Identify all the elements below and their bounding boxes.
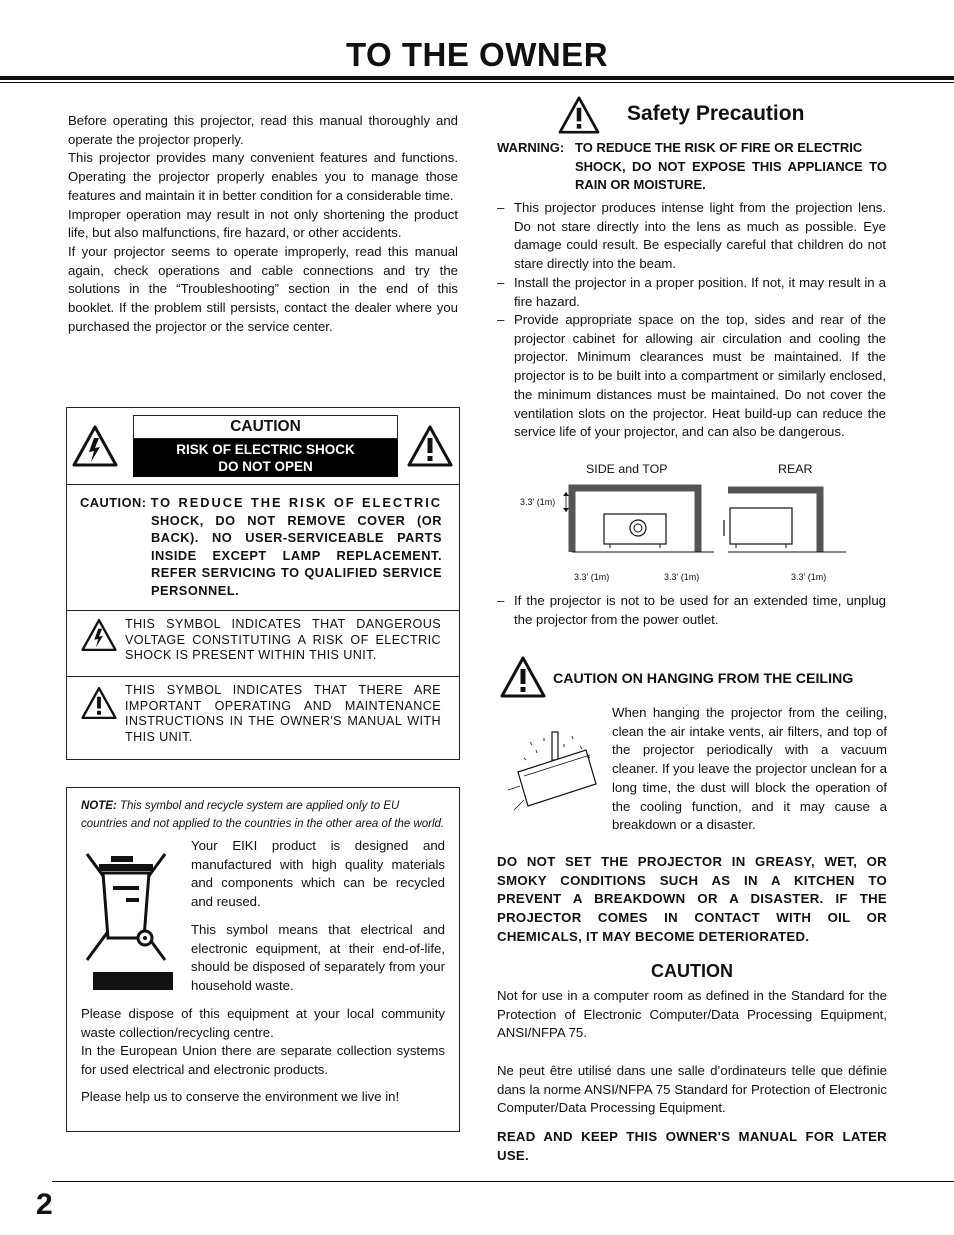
crossed-out-bin-icon [81,846,177,996]
title-rule [0,76,954,80]
ceiling-projector-illustration [500,728,610,820]
ceiling-heading: CAUTION ON HANGING FROM THE CEILING [553,671,854,687]
footer-rule [52,1181,954,1182]
warning-line: TO REDUCE THE RISK OF FIRE OR ELECTRIC [575,140,863,155]
eu-paragraph: In the European Union there are separate collection systems for used electrical and electronic products. [81,1043,445,1078]
risk-line: RISK OF ELECTRIC SHOCK [176,442,355,457]
caution-line: TO REDUCE THE RISK OF ELECTRIC [150,495,442,510]
warning-prefix: WARNING: [497,140,565,155]
clearance-diagram [518,484,850,556]
caution-heading: CAUTION [651,961,733,981]
exclamation-warning-icon [81,686,117,720]
warning-line: SHOCK, DO NOT EXPOSE THIS APPLIANCE TO RAIN OR MOISTURE. [575,158,887,193]
safety-item: This projector produces intense light from the projection lens. Do not stare directly into the lens as much as possible. Eye damage could result. Be especially careful that children do not stare directly into the beam. [514,200,886,272]
divider [67,484,459,485]
symbol-explanation: THIS SYMBOL INDICATES THAT DANGEROUS VOLTAGE CONSTITUTING A RISK OF ELECTRIC SHOCK IS PRESENT WITHIN THIS UNIT. [125,617,441,662]
exclamation-warning-icon [407,425,453,467]
caution-box [66,407,460,760]
dash-bullet: – [497,200,505,215]
greasy-warning: DO NOT SET THE PROJECTOR IN GREASY, WET, OR SMOKY CONDITIONS SUCH AS IN A KITCHEN TO PREVENT A BREAKDOWN OR A DISASTER. IF THE PROJECTOR COMES IN CONTACT WITH OIL OR CHEMICALS, IT MAY BECOME DETERIORATED. [497,854,887,944]
note [81,797,447,833]
divider [67,610,459,611]
caution-line: SHOCK, DO NOT REMOVE COVER (OR BACK). NO USER-SERVICEABLE PARTS INSIDE EXCEPT LAMP REPLACEMENT. REFER SERVICING TO QUALIFIED SERVICE PERSONNEL. [151,512,442,598]
diagram-label: REAR [778,462,813,476]
read-keep-notice: READ AND KEEP THIS OWNER'S MANUAL FOR LATER USE. [497,1129,887,1163]
safety-item: Provide appropriate space on the top, sides and rear of the projector cabinet for allowing air circulation and cooling the projector. Minimum clearances must be maintained. If the projector is to be built into a compartment or similarly enclosed, the minimum distances must be maintained. Do not cover the ventilation slots on the projector. Heat build-up can reduce the service life of your projector, and can also be dangerous. [514,312,886,440]
intro-paragraph: If your projector seems to operate improperly, read this manual again, check operations and cable connections and try the solutions in the “Troubleshooting” section in the end of this booklet. If the problem still persists, contact the dealer where you purchased the projector or the service center. [68,243,458,334]
caution-french: Ne peut être utilisé dans une salle d’ordinateurs telle que définie dans la norme ANSI/NFPA 75 Standard for Protection of Electronic Computer/Data Processing Equipment. [497,1063,887,1116]
eu-paragraph: Your EIKI product is designed and manufactured with high quality materials and components which can be recycled and reused. [191,838,445,910]
caution-prefix: CAUTION: [80,495,147,510]
safety-heading: Safety Precaution [627,102,805,125]
note-label: NOTE: [81,800,117,812]
title-rule-thin [0,82,954,83]
dash-bullet: – [497,275,505,290]
intro-text [68,112,458,336]
lightning-warning-icon [81,618,117,652]
page-title: TO THE OWNER [345,36,609,73]
intro-paragraph: Improper operation may result in not only shortening the product life, but also malfunctions, fire hazard, or other accidents. [68,206,458,241]
dimension-label: 3.3' (1m) [520,497,556,507]
divider [67,676,459,677]
exclamation-warning-icon [558,96,600,134]
intro-paragraph: Before operating this projector, read this manual thoroughly and operate the projector properly. [68,113,458,147]
dash-bullet: – [497,593,505,608]
diagram-label: SIDE and TOP [586,462,668,476]
exclamation-warning-icon [500,656,546,698]
dimension-label: 3.3' (1m) [574,572,610,582]
eu-paragraph: Please dispose of this equipment at your local community waste collection/recycling centre. [81,1006,445,1040]
safety-item: Install the projector in a proper position. If not, it may result in a fire hazard. [514,275,886,309]
risk-line: DO NOT OPEN [218,459,313,474]
note-text: This symbol and recycle system are applied only to EU countries and not applied to the countries in the other area of the world. [81,800,445,830]
eu-recycling-box [66,787,460,1132]
dimension-label: 3.3' (1m) [791,572,827,582]
caution-label: CAUTION [133,415,398,439]
safety-item: If the projector is not to be used for an extended time, unplug the projector from the power outlet. [514,593,886,627]
eu-paragraph: Please help us to conserve the environment we live in! [81,1088,400,1104]
ceiling-text: When hanging the projector from the ceiling, clean the air intake vents, air filters, and top of the projector periodically with a vacuum cleaner. If you leave the projector unclean for a long time, the dust will block the operation of the cooling function, and it may cause a breakdown or a disaster. [612,705,887,833]
lightning-warning-icon [72,425,118,467]
risk-of-shock-bar [133,439,398,477]
eu-paragraph: This symbol means that electrical and electronic equipment, at their end-of-life, should be disposed of separately from your household waste. [191,921,445,993]
page-number: 2 [36,1188,53,1221]
dimension-label: 3.3' (1m) [664,572,700,582]
symbol-explanation: THIS SYMBOL INDICATES THAT THERE ARE IMPORTANT OPERATING AND MAINTENANCE INSTRUCTIONS IN THE OWNER'S MANUAL WITH THIS UNIT. [125,683,441,744]
caution-english: Not for use in a computer room as defined in the Standard for the Protection of Electronic Computer/Data Processing Equipment, ANSI/NFPA 75. [497,988,887,1041]
eu-text [191,837,445,996]
warning-statement [497,139,887,195]
caution-statement [80,494,442,599]
eu-text [81,1005,445,1107]
dash-bullet: – [497,312,505,327]
intro-paragraph: This projector provides many convenient features and functions. Operating the projector properly enables you to manage those features and maintain it in better condition for a considerable time. [68,150,458,203]
